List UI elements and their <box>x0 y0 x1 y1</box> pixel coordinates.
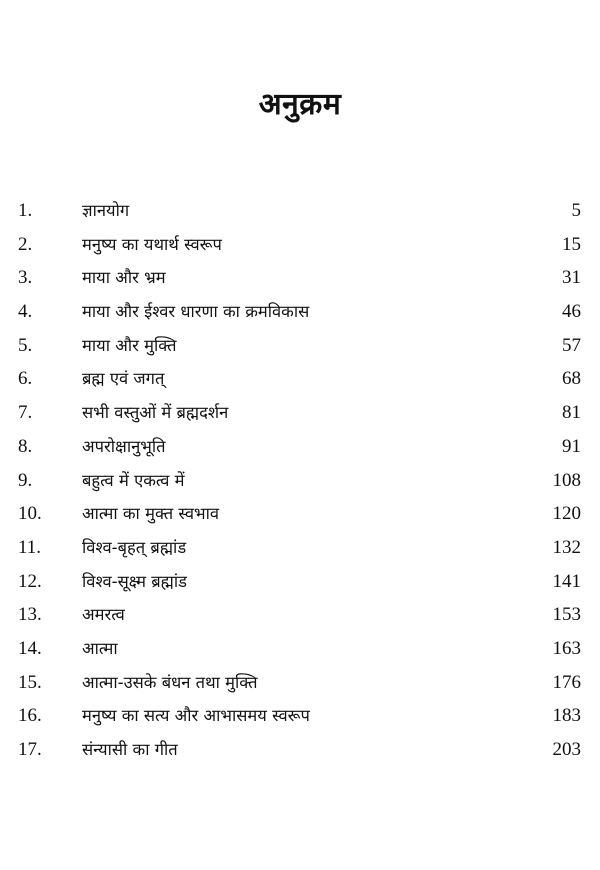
entry-page-number: 31 <box>562 267 581 289</box>
toc-entry <box>0 668 600 702</box>
entry-title: ज्ञानयोग <box>82 201 130 220</box>
entry-title: आत्मा का मुक्त स्वभाव <box>82 504 220 524</box>
entry-number: 3. <box>18 267 33 289</box>
entry-title: संन्यासी का गीत <box>82 740 178 759</box>
entry-number: 7. <box>18 402 33 424</box>
entry-title: माया और मुक्ति <box>82 335 177 355</box>
entry-page-number: 183 <box>552 705 581 727</box>
entry-number: 9. <box>18 469 33 491</box>
entry-title: विश्व-बृहत् ब्रह्मांड <box>82 537 187 557</box>
entry-title: ब्रह्म एवं जगत् <box>82 369 165 389</box>
toc-entry <box>0 432 600 466</box>
entry-page-number: 176 <box>552 671 581 693</box>
entry-title: मनुष्य का सत्य और आभासमय स्वरूप <box>82 706 310 726</box>
toc-entry <box>0 701 600 735</box>
toc-entry <box>0 297 600 331</box>
entry-number: 10. <box>18 503 42 525</box>
toc-entry <box>0 196 600 230</box>
entry-title: मनुष्य का यथार्थ स्वरूप <box>82 234 222 254</box>
entry-page-number: 163 <box>552 637 581 659</box>
entry-number: 14. <box>18 637 42 659</box>
entry-number: 4. <box>18 301 33 323</box>
entry-number: 2. <box>18 233 33 255</box>
entry-number: 17. <box>18 739 42 760</box>
toc-entry <box>0 466 600 500</box>
entry-title: आत्मा <box>82 638 118 658</box>
entry-number: 11. <box>18 536 42 558</box>
entry-title: माया और ईश्वर धारणा का क्रमविकास <box>82 302 310 322</box>
entry-page-number: 141 <box>552 570 581 592</box>
toc-entry <box>0 567 600 601</box>
toc-entry <box>0 331 600 365</box>
toc-entry <box>0 634 600 668</box>
entry-title: सभी वस्तुओं में ब्रह्मदर्शन <box>82 403 229 423</box>
entry-number: 8. <box>18 435 33 457</box>
toc-entry <box>0 398 600 432</box>
toc-entry <box>0 263 600 297</box>
entry-title: विश्व-सूक्ष्म ब्रह्मांड <box>82 571 187 591</box>
entry-number: 12. <box>18 570 42 592</box>
entry-title: बहुत्व में एकत्व में <box>82 470 185 490</box>
toc-entry <box>0 735 600 769</box>
entry-page-number: 57 <box>562 334 581 356</box>
entry-title: माया और भ्रम <box>82 268 166 288</box>
toc-entry <box>0 600 600 634</box>
entry-number: 15. <box>18 671 42 693</box>
entry-page-number: 203 <box>552 739 581 760</box>
entry-page-number: 153 <box>552 604 581 626</box>
entry-number: 16. <box>18 705 42 727</box>
entry-title: अमरत्व <box>82 605 125 625</box>
entry-page-number: 108 <box>552 469 581 491</box>
entry-page-number: 46 <box>562 301 581 323</box>
table-of-contents <box>0 196 600 769</box>
entry-page-number: 91 <box>562 435 581 457</box>
entry-number: 1. <box>18 200 33 221</box>
entry-title: आत्मा-उसके बंधन तथा मुक्ति <box>82 672 258 692</box>
toc-entry <box>0 230 600 264</box>
toc-entry <box>0 533 600 567</box>
entry-number: 13. <box>18 604 42 626</box>
page-title: अनुक्रम <box>258 87 342 122</box>
toc-entry <box>0 364 600 398</box>
entry-page-number: 68 <box>562 368 581 390</box>
entry-page-number: 81 <box>562 402 581 424</box>
entry-number: 6. <box>18 368 33 390</box>
entry-page-number: 15 <box>562 233 581 255</box>
entry-page-number: 5 <box>571 200 581 221</box>
entry-number: 5. <box>18 334 33 356</box>
entry-title: अपरोक्षानुभूति <box>82 436 166 456</box>
toc-entry <box>0 499 600 533</box>
entry-page-number: 120 <box>552 503 581 525</box>
entry-page-number: 132 <box>552 536 581 558</box>
